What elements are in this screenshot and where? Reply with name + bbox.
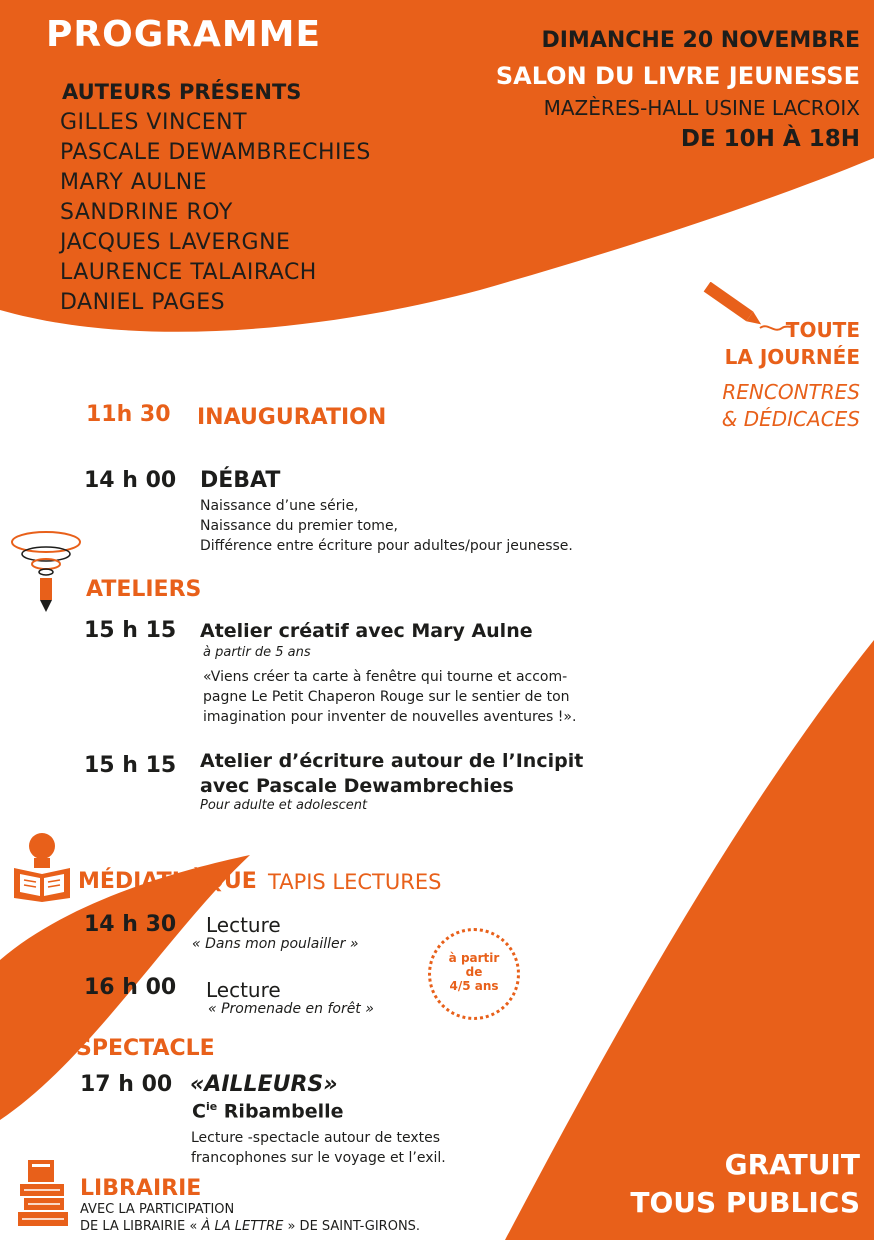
author-name: JACQUES LAVERGNE xyxy=(60,230,291,255)
footer-free: GRATUIT xyxy=(724,1148,860,1181)
atelier2-title1: Atelier d’écriture autour de l’Incipit xyxy=(200,750,584,772)
authors-heading: AUTEURS PRÉSENTS xyxy=(62,80,302,104)
lecture1-time: 14 h 30 xyxy=(84,912,177,937)
all-day-line2: LA JOURNÉE xyxy=(724,345,860,369)
tornado-pencil-icon xyxy=(6,520,90,616)
lecture1-subtitle: « Dans mon poulailler » xyxy=(192,936,359,952)
author-name: MARY AULNE xyxy=(60,170,208,195)
event-venue: MAZÈRES-HALL USINE LACROIX xyxy=(543,96,860,120)
event-hours: DE 10H À 18H xyxy=(680,126,860,152)
lecture2-subtitle: « Promenade en forêt » xyxy=(208,1001,374,1017)
company-sup: ie xyxy=(205,1100,218,1113)
author-name: LAURENCE TALAIRACH xyxy=(60,260,317,285)
atelier1-line: «Viens créer ta carte à fenêtre qui tourne et accom- xyxy=(203,669,568,685)
librairie-line1: AVEC LA PARTICIPATION xyxy=(80,1202,235,1217)
atelier2-title2: avec Pascale Dewambrechies xyxy=(200,775,514,797)
event-date: DIMANCHE 20 NOVEMBRE xyxy=(541,28,860,53)
spectacle-company xyxy=(192,1100,344,1122)
spectacle-line: Lecture -spectacle autour de textes xyxy=(191,1130,441,1146)
age-badge-line: à partir xyxy=(448,951,500,965)
pencil-icon xyxy=(702,282,794,338)
event-name: SALON DU LIVRE JEUNESSE xyxy=(495,62,860,90)
debat-time: 14 h 00 xyxy=(84,468,177,493)
all-day-line1: TOUTE xyxy=(785,318,860,342)
atelier1-note: à partir de 5 ans xyxy=(203,645,311,660)
author-name: GILLES VINCENT xyxy=(60,110,248,135)
debat-line: Différence entre écriture pour adultes/pour jeunesse. xyxy=(200,538,573,554)
lecture2-title: Lecture xyxy=(206,978,281,1002)
age-badge-line: 4/5 ans xyxy=(449,979,499,993)
atelier1-title: Atelier créatif avec Mary Aulne xyxy=(200,620,533,642)
age-badge-line: de xyxy=(465,965,483,979)
mediatheque-heading: MÉDIATHÈQUE xyxy=(78,869,257,894)
debat-line: Naissance d’une série, xyxy=(200,498,359,514)
librairie-suffix: » DE SAINT-GIRONS. xyxy=(283,1219,421,1234)
librairie-heading: LIBRAIRIE xyxy=(80,1176,202,1201)
all-day-sub2: & DÉDICACES xyxy=(721,407,860,431)
librairie-shop-name: À LA LETTRE xyxy=(201,1219,284,1234)
page-title: PROGRAMME xyxy=(46,14,322,55)
atelier1-line: imagination pour inventer de nouvelles aventures !». xyxy=(203,709,577,725)
age-badge xyxy=(428,928,520,1020)
books-icon xyxy=(14,1156,74,1228)
spectacle-title: «AILLEURS» xyxy=(190,1072,338,1097)
author-name: DANIEL PAGES xyxy=(60,290,226,315)
company-prefix: C xyxy=(192,1100,206,1123)
debat-title: DÉBAT xyxy=(200,468,281,493)
atelier1-line: pagne Le Petit Chaperon Rouge sur le sentier de ton xyxy=(203,689,570,705)
atelier1-time: 15 h 15 xyxy=(84,618,177,643)
debat-line: Naissance du premier tome, xyxy=(200,518,399,534)
company-name: Ribambelle xyxy=(217,1100,344,1123)
inauguration-time: 11h 30 xyxy=(86,402,171,427)
spectacle-line: francophones sur le voyage et l’exil. xyxy=(191,1150,446,1166)
author-name: PASCALE DEWAMBRECHIES xyxy=(60,140,371,165)
lecture2-time: 16 h 00 xyxy=(84,975,177,1000)
spectacle-time: 17 h 00 xyxy=(80,1072,173,1097)
all-day-sub1: RENCONTRES xyxy=(722,380,860,404)
ateliers-heading: ATELIERS xyxy=(86,577,202,602)
mediatheque-subheading: TAPIS LECTURES xyxy=(268,870,442,894)
spectacle-heading: SPECTACLE xyxy=(76,1036,215,1061)
inauguration-title: INAUGURATION xyxy=(197,405,387,430)
footer-audience: TOUS PUBLICS xyxy=(630,1186,860,1219)
reader-icon xyxy=(10,830,74,902)
atelier2-time: 15 h 15 xyxy=(84,753,177,778)
librairie-prefix: DE LA LIBRAIRIE « xyxy=(80,1219,202,1234)
author-name: SANDRINE ROY xyxy=(60,200,233,225)
atelier2-note: Pour adulte et adolescent xyxy=(200,798,368,813)
lecture1-title: Lecture xyxy=(206,913,281,937)
librairie-line2 xyxy=(80,1219,420,1234)
